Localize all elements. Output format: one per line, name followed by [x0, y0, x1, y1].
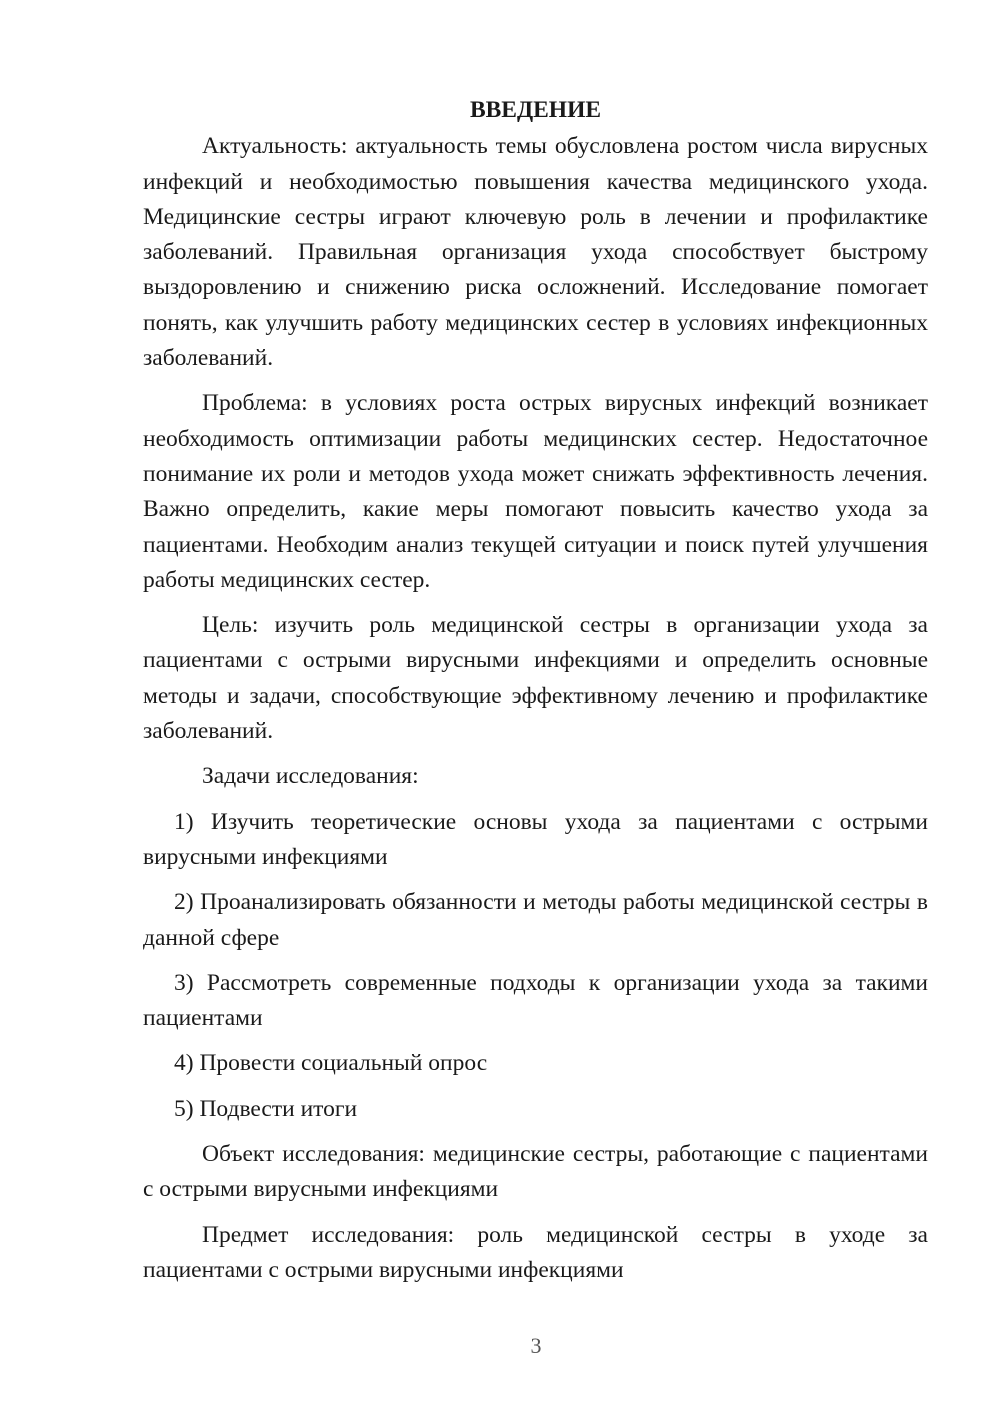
relevance-paragraph: Актуальность: актуальность темы обусловлена ростом числа вирусных инфекций и необходимостью повышения качества медицинского ухода. Медицинские сестры играют ключевую роль в лечении и профилактике заболеваний. Правильная организация ухода способствует быстрому выздоровлению и снижению риска осложнений. Исследование помогает понять, как улучшить работу медицинских сестер в условиях инфекционных заболеваний. — [143, 133, 928, 372]
object-paragraph: Объект исследования: медицинские сестры, работающие с пациентами с острыми вирусными инфекциями — [143, 1141, 928, 1203]
task-item-1: 1) Изучить теоретические основы ухода за пациентами с острыми вирусными инфекциями — [143, 808, 928, 870]
subject-paragraph: Предмет исследования: роль медицинской сестры в уходе за пациентами с острыми вирусными инфекциями — [143, 1221, 928, 1283]
page-number: 3 — [530, 1333, 542, 1358]
task-item-5: 5) Подвести итоги — [174, 1095, 358, 1122]
problem-paragraph: Проблема: в условиях роста острых вирусных инфекций возникает необходимость оптимизации работы медицинских сестер. Недостаточное понимание их роли и методов ухода может снижать эффективность лечения. Важно определить, какие меры помогают повысить качество ухода за пациентами. Необходим анализ текущей ситуации и поиск путей улучшения работы медицинских сестер. — [143, 390, 928, 593]
task-item-2: 2) Проанализировать обязанности и методы работы медицинской сестры в данной сфере — [143, 889, 928, 951]
document-page — [143, 93, 928, 1298]
tasks-heading: Задачи исследования: — [202, 763, 419, 790]
task-item-4: 4) Провести социальный опрос — [174, 1050, 488, 1077]
task-item-3: 3) Рассмотреть современные подходы к организации ухода за такими пациентами — [143, 969, 928, 1032]
section-title: ВВЕДЕНИЕ — [469, 97, 602, 123]
goal-paragraph: Цель: изучить роль медицинской сестры в организации ухода за пациентами с острыми вирусными инфекциями и определить основные методы и задачи, способствующие эффективному лечению и профилактике заболеваний. — [143, 612, 928, 745]
